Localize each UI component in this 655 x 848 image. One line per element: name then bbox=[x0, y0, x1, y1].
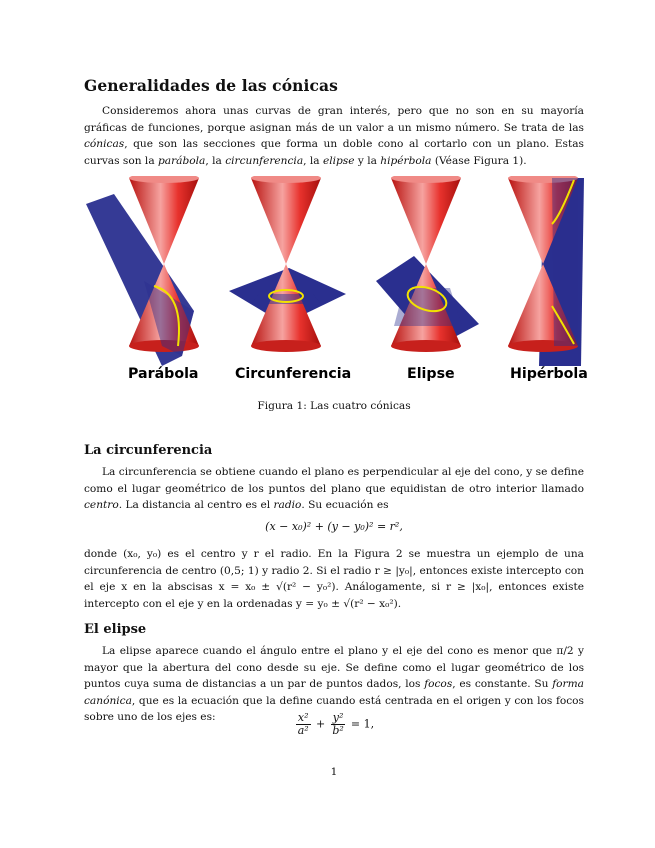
hyperbola-cone bbox=[508, 176, 584, 366]
ellipse-paragraph: La elipse aparece cuando el ángulo entre el plano y el eje del cono es menor que π/2 y mayor que la abertura del cono desde su eje. Se define como el lugar geométrico de los puntos cuya suma de distancias a un par de puntos dados, los focos, es constante. Su forma canónica, que es la ecuación que la define cuando está centrada en el origen y con los focos sobre uno de los ejes es: bbox=[84, 645, 585, 724]
ellipse-cone bbox=[376, 176, 479, 352]
figure-caption: Figura 1: Las cuatro cónicas bbox=[257, 400, 411, 412]
figure-label-circunferencia: Circunferencia bbox=[235, 366, 352, 382]
conics-figure bbox=[84, 176, 588, 388]
figure-label-hiperbola: Hipérbola bbox=[510, 366, 588, 382]
circ-paragraph-2: donde (x₀, y₀) es el centro y r el radio. En la Figura 2 se muestra un ejemplo de una circunferencia de centro (0,5; 1) y radio 2. Si el radio r ≥ |y₀|, entonces existe intercepto con el eje x en la abscisas x = x₀ ± √(r² − y₀²). Análogamente, si r ≥ |x₀|, entonces existe intercepto con el eje y en la ordenadas y = y₀ ± √(r² − x₀²). bbox=[84, 548, 584, 610]
figure-label-elipse: Elipse bbox=[407, 366, 455, 382]
conics-illustration bbox=[84, 176, 584, 366]
page-number: 1 bbox=[330, 766, 338, 778]
circle-cone bbox=[229, 176, 346, 352]
ellipse-equation: $\frac{\text{x²}}{\text{a²}}$ + $\frac{\text{y²}}{\text{b²}}$ = 1, bbox=[297, 711, 375, 737]
heading-elipse: El elipse bbox=[84, 622, 147, 637]
parabola-cone bbox=[86, 176, 199, 366]
circle-equation: (x − x₀)² + (y − y₀)² = r², bbox=[265, 520, 403, 533]
circ-paragraph-1: La circunferencia se obtiene cuando el plano es perpendicular al eje del cono, y se define como el lugar geométrico de los puntos del plano que equidistan de otro interior llamado centro. La distancia al centro es el radio. Su ecuación es bbox=[84, 466, 584, 512]
section-title: Generalidades de las cónicas bbox=[84, 76, 339, 95]
heading-circunferencia: La circunferencia bbox=[84, 443, 213, 458]
intro-paragraph: Consideremos ahora unas curvas de gran interés, pero que no son en su mayoría gráficas de funciones, porque asignan más de un valor a un mismo número. Se trata de las cónicas, que son las secciones que forma un doble cono al cortarlo con un plano. Estas curvas son la parábola, la circunferencia, la elipse y la hipérbola (Véase Figura 1). bbox=[84, 105, 584, 167]
figure-label-parabola: Parábola bbox=[128, 366, 199, 382]
